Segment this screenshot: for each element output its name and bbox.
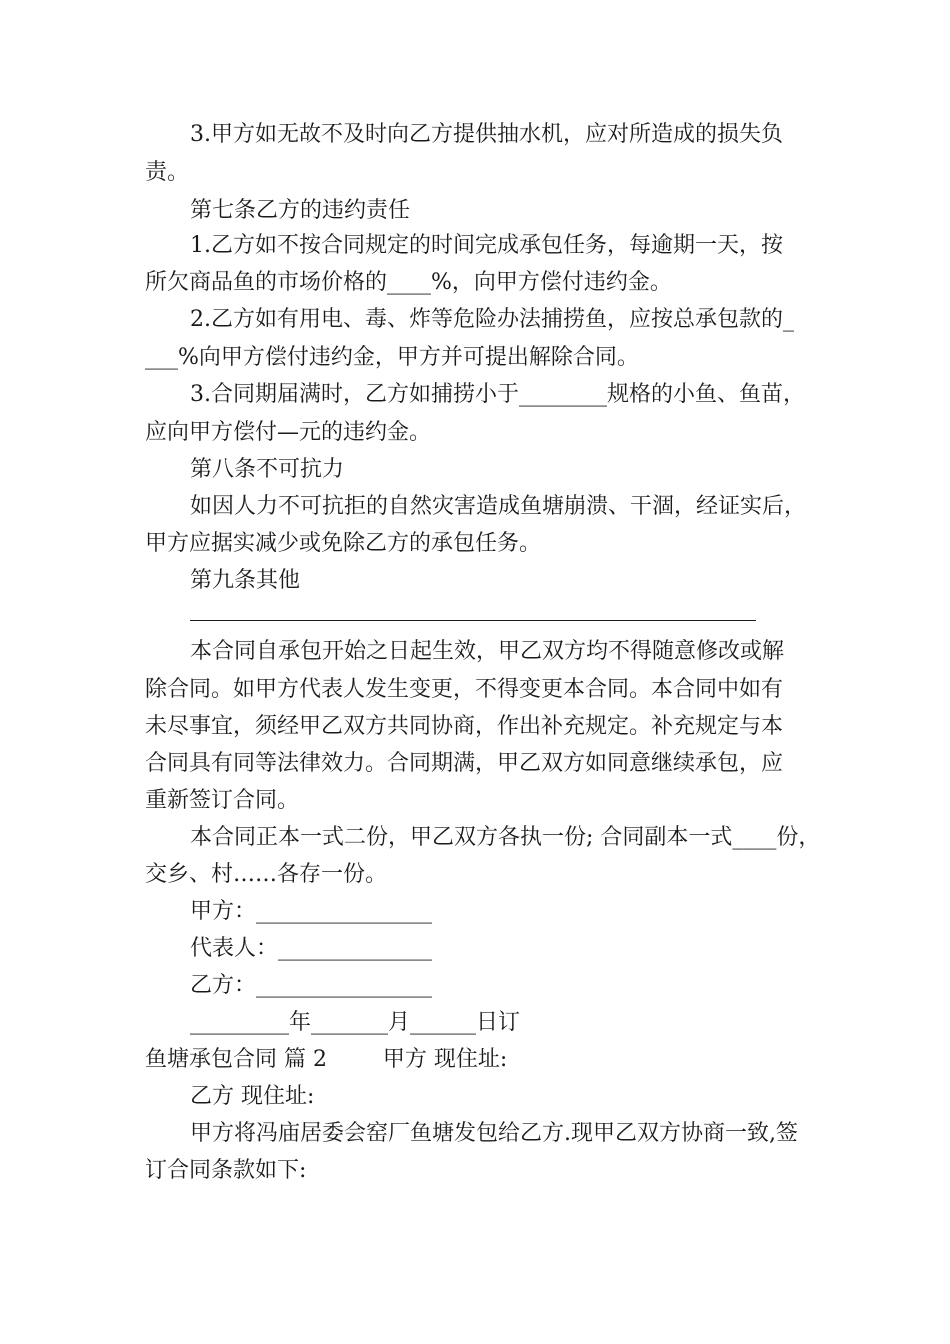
paragraph-line: 订合同条款如下: (145, 1158, 307, 1183)
paragraph-line: 如因人力不可抗拒的自然灾害造成鱼塘崩溃、干涸，经证实后， (190, 494, 807, 519)
paragraph-line: 1.乙方如不按合同规定的时间完成承包任务，每逾期一天，按 (190, 233, 783, 258)
paragraph-line: 2.乙方如有用电、毒、炸等危险办法捕捞鱼，应按总承包款的_ (190, 307, 794, 332)
paragraph-line: ___%向甲方偿付违约金，甲方并可提出解除合同。 (145, 345, 639, 370)
paragraph-line: 除合同。如甲方代表人发生变更，不得变更本合同。本合同中如有 (145, 677, 784, 702)
paragraph-line: 责。 (145, 160, 190, 185)
paragraph-line: 合同具有同等法律效力。合同期满，甲乙双方如同意继续承包，应 (145, 751, 784, 776)
paragraph-line: 应向甲方偿付—元的违约金。 (145, 420, 432, 445)
paragraph-line: 交乡、村……各存一份。 (145, 862, 388, 887)
signature-party-b: 乙方：________________ (190, 973, 433, 998)
paragraph-line: 3.合同期届满时，乙方如捕捞小于________规格的小鱼、鱼苗， (190, 382, 805, 407)
paragraph-line: 本合同正本一式二份，甲乙双方各执一份; 合同副本一式____份， (190, 825, 821, 850)
contract-heading: 鱼塘承包合同 篇 2 甲方 现住址: (145, 1047, 508, 1072)
signature-representative: 代表人：______________ (190, 936, 433, 961)
paragraph-line: 重新签订合同。 (145, 788, 300, 813)
paragraph-line: 乙方 现住址: (190, 1084, 315, 1109)
paragraph-line: 未尽事宜，须经甲乙双方共同协商，作出补充规定。补充规定与本 (145, 714, 784, 739)
signature-party-a: 甲方：________________ (190, 899, 433, 924)
paragraph-line: 所欠商品鱼的市场价格的____%，向甲方偿付违约金。 (145, 270, 672, 295)
paragraph-line: 甲方应据实减少或免除乙方的承包任务。 (145, 531, 542, 556)
paragraph-line: 甲方将冯庙居委会窑厂鱼塘发包给乙方.现甲乙双方协商一致,签 (190, 1121, 798, 1146)
paragraph-line: 本合同自承包开始之日起生效，甲乙双方均不得随意修改或解 (190, 639, 785, 664)
section-heading: 第七条乙方的违约责任 (190, 198, 411, 223)
signature-date: _________年_______月______日订 (190, 1010, 521, 1035)
section-heading: 第九条其他 (190, 568, 301, 593)
paragraph-line: 3.甲方如无故不及时向乙方提供抽水机，应对所造成的损失负 (190, 122, 783, 147)
blank-fill-line (190, 620, 756, 621)
section-heading: 第八条不可抗力 (190, 457, 345, 482)
